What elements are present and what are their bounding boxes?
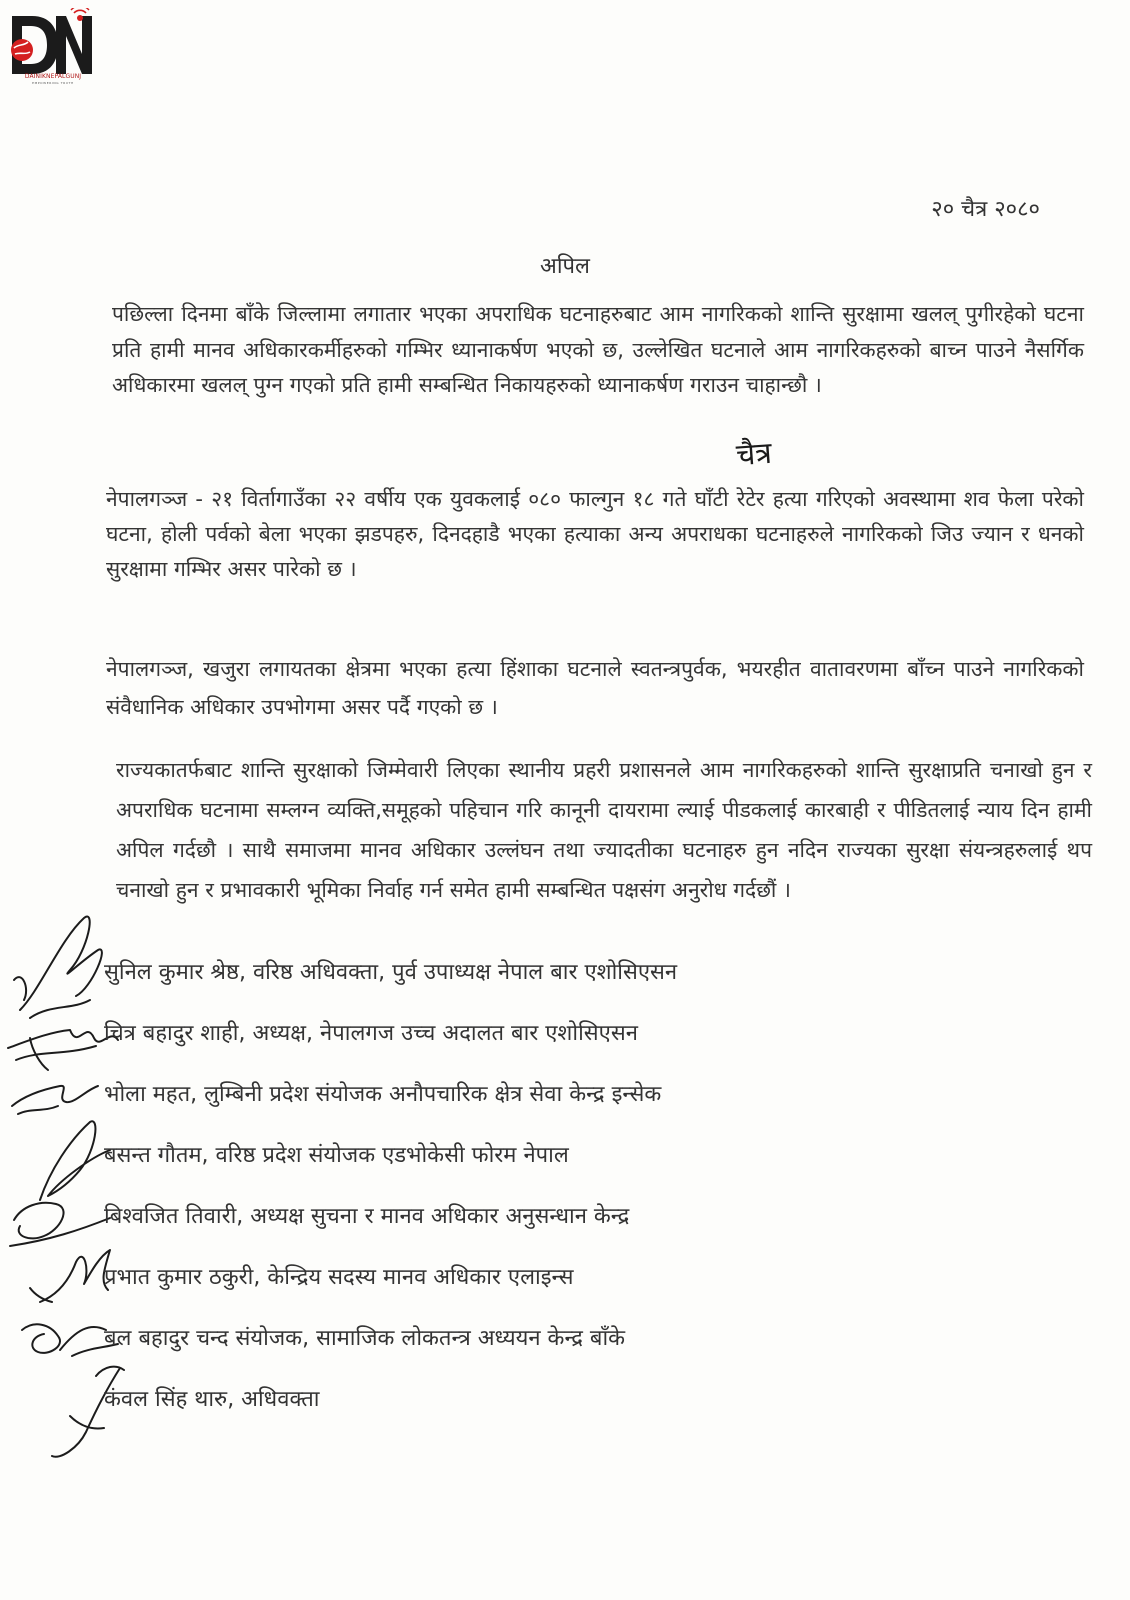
- signature-mark-2: [8, 1030, 118, 1070]
- logo-caption: [8, 73, 98, 87]
- signatory-item: सुनिल कुमार श्रेष्ठ, वरिष्ठ अधिवक्ता, पुर्व उपाध्यक्ष नेपाल बार एशोसिएसन: [104, 960, 678, 985]
- signatory-item: बसन्त गौतम, वरिष्ठ प्रदेश संयोजक एडभोकेसी फोरम नेपाल: [104, 1143, 569, 1168]
- logo-name: DAINIKNEPALGUNJ: [24, 73, 82, 80]
- signatory-item: चित्र बहादुर शाही, अध्यक्ष, नेपालगज उच्च अदालत बार एशोसिएसन: [104, 1021, 638, 1046]
- document-heading: अपिल: [540, 254, 590, 279]
- signature-mark-1: [14, 916, 102, 1018]
- paragraph-4: राज्यकातर्फबाट शान्ति सुरक्षाको जिम्मेवारी लिएका स्थानीय प्रहरी प्रशासनले आम नागरिकहरुको शान्ति सुरक्षाप्रति चनाखो हुन र अपराधिक घटनामा सम्लग्न व्यक्ति,समूहको पहिचान गरि कानूनी दायरामा ल्याई पीडकलाई कारबाही र पीडितलाई न्याय दिन हामी अपिल गर्दछौ । साथै समाजमा मानव अधिकार उल्लंघन तथा ज्यादतीका घटनाहरु हुन नदिन राज्यका सुरक्षा संयन्त्रहरुलाई थप चनाखो हुन र प्रभावकारी भूमिका निर्वाह गर्न समेत हामी सम्बन्धित पक्षसंग अनुरोध गर्दछौं ।: [116, 758, 1092, 902]
- signature-mark-6: [30, 1250, 110, 1302]
- signatory-item: भोला महत, लुम्बिनी प्रदेश संयोजक अनौपचारिक क्षेत्र सेवा केन्द्र इन्सेक: [104, 1082, 662, 1107]
- signature-mark-3: [12, 1086, 98, 1114]
- signatory-item: कंवल सिंह थारु, अधिवक्ता: [104, 1387, 320, 1412]
- paragraph-2: नेपालगञ्ज - २१ विर्तागाउँका २२ वर्षीय एक युवकलाई ०८० फाल्गुन १८ गते घाँटी रेटेर हत्या गरिएको अवस्थामा शव फेला परेको घटना, होली पर्वको बेला भएका झडपहरु, दिनदहाडै भएका हत्याका अन्य अपराधका घटनाहरुले नागरिकको जिउ ज्यान र धनको सुरक्षामा गम्भिर असर पारेको छ ।: [106, 487, 1084, 581]
- paragraph-1: पछिल्ला दिनमा बाँके जिल्लामा लगातार भएका अपराधिक घटनाहरुबाट आम नागरिकको शान्ति सुरक्षामा खलल् पुगीरहेको घटना प्रति हामी मानव अधिकारकर्मीहरुको गम्भिर ध्यानाकर्षण भएको छ, उल्लेखित घटनाले आम नागरिकहरुको बाच्न पाउने नैसर्गिक अधिकारमा खलल् पुग्न गएको प्रति हामी सम्बन्धित निकायहरुको ध्यानाकर्षण गराउन चाहान्छौ ।: [112, 302, 1084, 397]
- signatory-list: [104, 953, 1064, 1441]
- logo-tagline: EMPOWERING TRUTH: [32, 81, 74, 85]
- signature-mark-5: [10, 1203, 110, 1246]
- signatory-item: बिश्वजित तिवारी, अध्यक्ष सुचना र मानव अधिकार अनुसन्धान केन्द्र: [104, 1204, 630, 1229]
- signature-mark-4: [40, 1121, 110, 1200]
- signatory-item: प्रभात कुमार ठकुरी, केन्द्रिय सदस्य मानव अधिकार एलाइन्स: [104, 1265, 574, 1290]
- paragraph-3: नेपालगञ्ज, खजुरा लगायतका क्षेत्रमा भएका हत्या हिंशाका घटनाले स्वतन्त्रपुर्वक, भयरहीत वातावरणमा बाँच्न पाउने नागरिकको संवैधानिक अधिकार उपभोगमा असर पर्दै गएको छ ।: [106, 657, 1084, 719]
- document-date: २० चैत्र २०८०: [931, 197, 1040, 222]
- handwritten-correction: चैत्र: [734, 435, 773, 474]
- signatory-item: बल बहादुर चन्द संयोजक, सामाजिक लोकतन्त्र अध्ययन केन्द्र बाँके: [104, 1326, 626, 1351]
